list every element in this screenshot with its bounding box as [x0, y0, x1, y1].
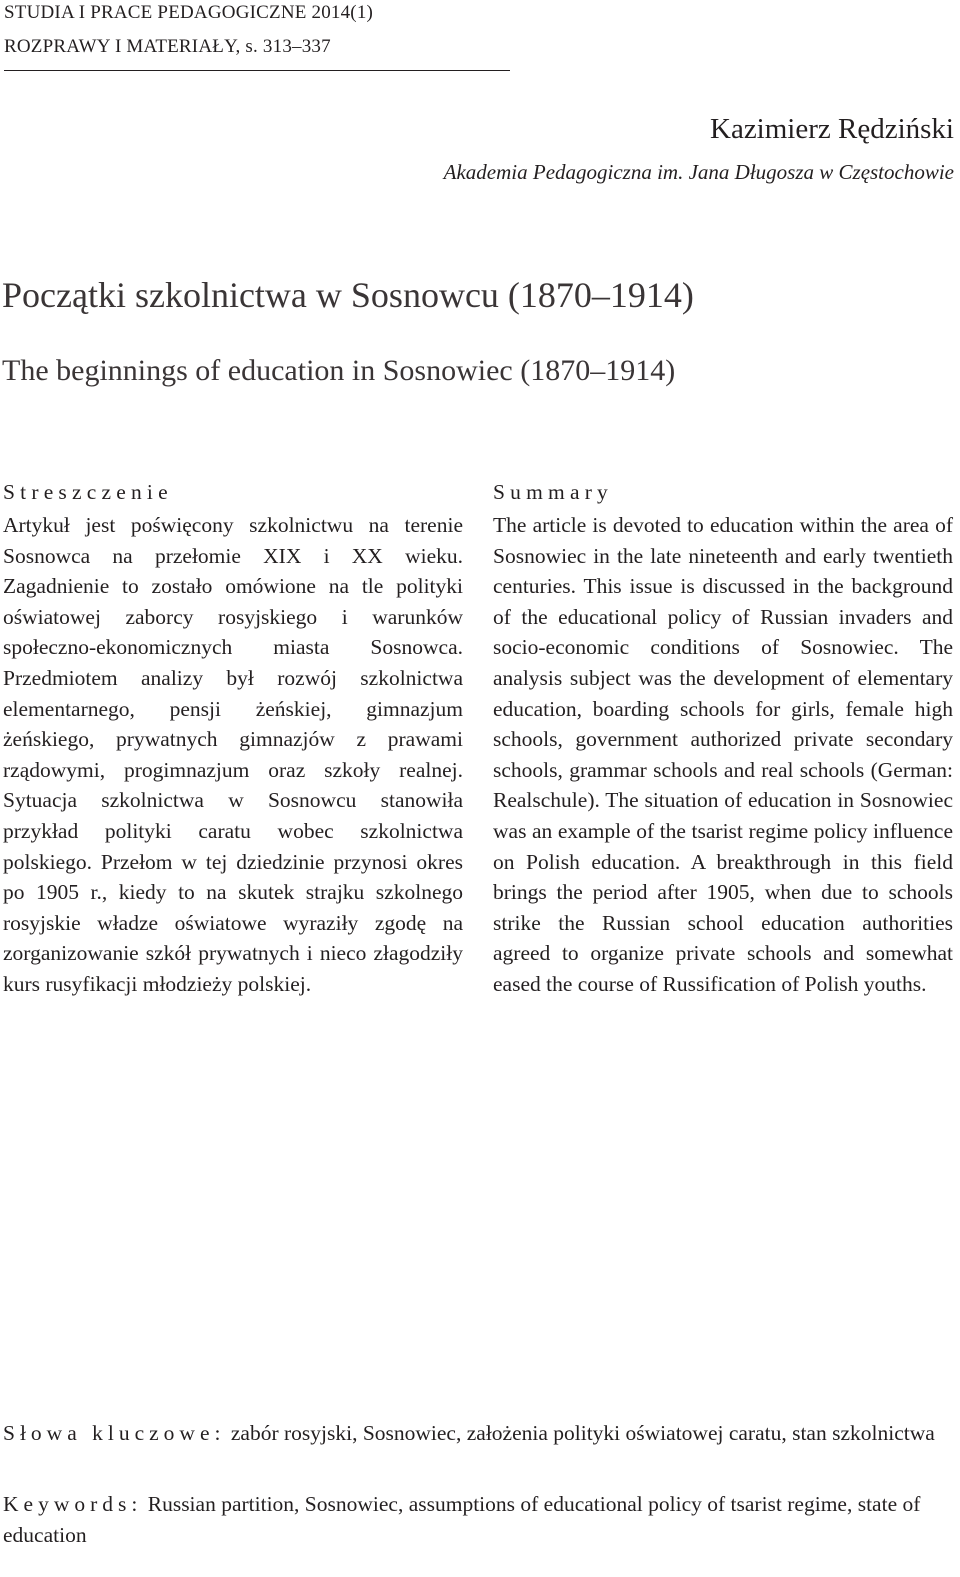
keywords-english [3, 1489, 955, 1551]
abstract-polish [3, 476, 463, 1000]
keywords-polish-label: Słowa kluczowe: [3, 1421, 226, 1445]
author-name: Kazimierz Rędziński [710, 113, 954, 145]
article-title-polish: Początki szkolnictwa w Sosnowcu (1870–1914) [2, 275, 694, 315]
abstract-english [493, 476, 953, 1000]
keywords-english-label: Keywords: [3, 1492, 143, 1516]
keywords-english-text: Russian partition, Sosnowiec, assumptions of educational policy of tsarist regime, state of education [3, 1492, 921, 1547]
abstract-english-text: The article is devoted to education within the area of Sosnowiec in the late nineteenth and early twentieth centuries. This issue is discussed in the background of the educational policy of Russian invaders and socio-economic conditions of Sosnowiec. The analysis subject was the development of elementary education, boarding schools for girls, female high schools, government authorized private secondary schools, grammar schools and real schools (German: Realschule). The situation of education in Sosnowiec was an example of the tsarist regime policy influence on Polish education. A breakthrough in this field brings the period after 1905, when due to schools strike the Russian school education authorities agreed to organize private schools and somewhat eased the course of Russification of Polish youths. [493, 513, 953, 996]
section-and-pages: ROZPRAWY I MATERIAŁY, s. 313–337 [4, 36, 331, 57]
keywords-polish [3, 1418, 955, 1449]
header-divider [4, 70, 510, 71]
abstract-polish-text: Artykuł jest poświęcony szkolnictwu na terenie Sosnowca na przełomie XIX i XX wieku. Zagadnienie to zostało omówione na tle polityki oświatowej zaborcy rosyjskiego i warunków społeczno-ekonomicznych miasta Sosnowca. Przedmiotem analizy był rozwój szkolnictwa elementarnego, pensji żeńskiej, gimnazjum żeńskiego, prywatnych gimnazjów z prawami rządowymi, progimnazjum oraz szkoły realnej. Sytuacja szkolnictwa w Sosnowcu stanowiła przykład polityki caratu wobec szkolnictwa polskiego. Przełom w tej dziedzinie przynosi okres po 1905 r., kiedy to na skutek strajku szkolnego rosyjskie władze oświatowe wyraziły zgodę na zorganizowanie szkół prywatnych i nieco złagodziły kurs rusyfikacji młodzieży polskiej. [3, 513, 463, 996]
abstract-english-heading: Summary [493, 480, 614, 504]
abstract-polish-heading: Streszczenie [3, 480, 173, 504]
journal-title: STUDIA I PRACE PEDAGOGICZNE 2014(1) [4, 2, 374, 23]
keywords-polish-text: zabór rosyjski, Sosnowiec, założenia polityki oświatowej caratu, stan szkolnictwa [230, 1421, 935, 1445]
article-title-english: The beginnings of education in Sosnowiec (1870–1914) [2, 354, 676, 387]
author-affiliation: Akademia Pedagogiczna im. Jana Długosza w Częstochowie [443, 160, 954, 184]
